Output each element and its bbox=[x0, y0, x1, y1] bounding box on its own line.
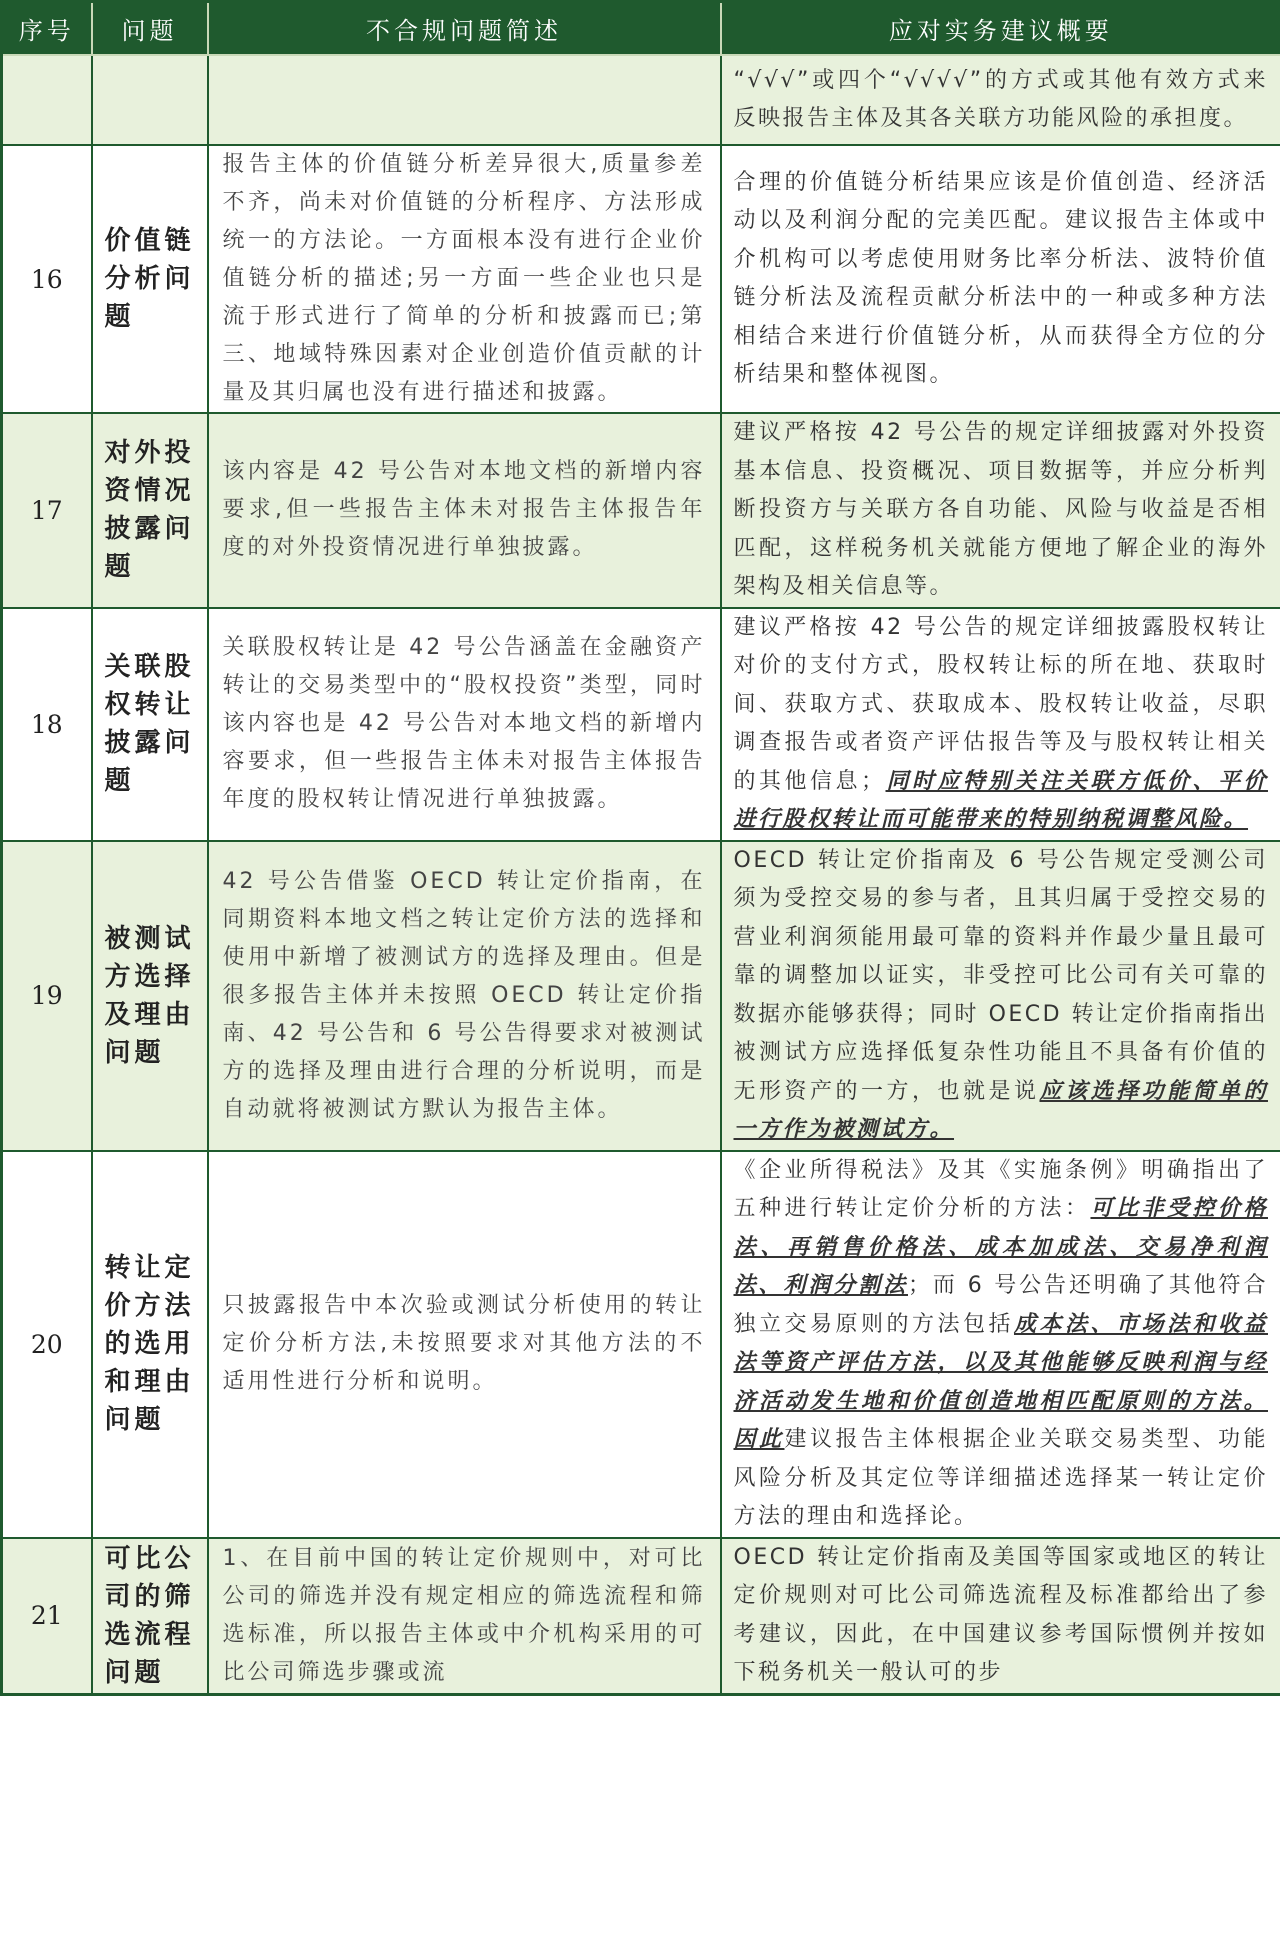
table-row bbox=[2, 55, 1280, 145]
advice-emphasis: 成本法、市场法和收益法等资产评估方法，以及其他能够反映利润与经济活动发生地和价值创造地相匹配原则的方法。因此 bbox=[733, 1311, 1268, 1452]
advice-emphasis: 应该选择功能简单的一方作为被测试方。 bbox=[733, 1078, 1268, 1142]
issue-title: 对外投资情况披露问题 bbox=[92, 413, 208, 608]
issue-title: 被测试方选择及理由问题 bbox=[92, 841, 208, 1151]
row-number: 20 bbox=[2, 1151, 92, 1538]
issue-description: 关联股权转让是 42 号公告涵盖在金融资产转让的交易类型中的“股权投资”类型，同时该内容也是 42 号公告对本地文档的新增内容要求，但一些报告主体未对报告主体报告年度的股权转让情况进行单独披露。 bbox=[208, 608, 721, 841]
issue-description: 只披露报告中本次验或测试分析使用的转让定价分析方法,未按照要求对其他方法的不适用性进行分析和说明。 bbox=[208, 1151, 721, 1538]
advice-text: 建议严格按 42 号公告的规定详细披露对外投资基本信息、投资概况、项目数据等，并应分析判断投资方与关联方各自功能、风险与收益是否相匹配，这样税务机关就能方便地了解企业的海外架构及相关信息等。 bbox=[733, 420, 1268, 599]
row-number bbox=[2, 55, 92, 145]
issue-title: 关联股权转让披露问题 bbox=[92, 608, 208, 841]
issue-title bbox=[92, 55, 208, 145]
advice-text: OECD 转让定价指南及 6 号公告规定受测公司须为受控交易的参与者，且其归属于受控交易的营业利润须能用最可靠的资料并作最少量且最可靠的调整加以证实，非受控可比公司有关可靠的数据亦能够获得；同时 OECD 转让定价指南指出被测试方应选择低复杂性功能且不具备有价值的无形资产的一方，也就是说 bbox=[733, 847, 1268, 1104]
issue-description: 报告主体的价值链分析差异很大,质量参差不齐，尚未对价值链的分析程序、方法形成统一的方法论。一方面根本没有进行企业价值链分析的描述;另一方面一些企业也只是流于形式进行了简单的分析和披露而已;第三、地域特殊因素对企业创造价值贡献的计量及其归属也没有进行描述和披露。 bbox=[208, 145, 721, 413]
row-number: 17 bbox=[2, 413, 92, 608]
advice-summary bbox=[721, 145, 1280, 413]
advice-text: 建议报告主体根据企业关联交易类型、功能风险分析及其定位等详细描述选择某一转让定价方法的理由和选择论。 bbox=[733, 1427, 1268, 1529]
table-row bbox=[2, 145, 1280, 413]
issue-description: 1、在目前中国的转让定价规则中，对可比公司的筛选并没有规定相应的筛选流程和筛选标准，所以报告主体或中介机构采用的可比公司筛选步骤或流 bbox=[208, 1538, 721, 1695]
issue-description bbox=[208, 55, 721, 145]
row-number: 19 bbox=[2, 841, 92, 1151]
advice-emphasis: 同时应特别关注关联方低价、平价进行股权转让而可能带来的特别纳税调整风险。 bbox=[733, 768, 1268, 832]
advice-summary bbox=[721, 413, 1280, 608]
issue-description: 42 号公告借鉴 OECD 转让定价指南，在同期资料本地文档之转让定价方法的选择和使用中新增了被测试方的选择及理由。但是很多报告主体并未按照 OECD 转让定价指南、42 号公告和 6 号公告得要求对被测试方的选择及理由进行合理的分析说明，而是自动就将被测试方默认为报告主体。 bbox=[208, 841, 721, 1151]
advice-text: ；而 6 号公告还明确了其他符合独立交易原则的方法包括 bbox=[733, 1273, 1268, 1337]
issue-title: 转让定价方法的选用和理由问题 bbox=[92, 1151, 208, 1538]
row-number: 16 bbox=[2, 145, 92, 413]
advice-text: 《企业所得税法》及其《实施条例》明确指出了五种进行转让定价分析的方法： bbox=[733, 1157, 1268, 1221]
issue-title: 价值链分析问题 bbox=[92, 145, 208, 413]
advice-text: 建议严格按 42 号公告的规定详细披露股权转让对价的支付方式，股权转让标的所在地、获取时间、获取方式、获取成本、股权转让收益，尽职调查报告或者资产评估报告等及与股权转让相关的其他信息； bbox=[733, 614, 1268, 794]
issue-description: 该内容是 42 号公告对本地文档的新增内容要求,但一些报告主体未对报告主体报告年度的对外投资情况进行单独披露。 bbox=[208, 413, 721, 608]
advice-summary bbox=[721, 841, 1280, 1151]
advice-text: 合理的价值链分析结果应该是价值创造、经济活动以及利润分配的完美匹配。建议报告主体或中介机构可以考虑使用财务比率分析法、波特价值链分析法及流程贡献分析法中的一种或多种方法相结合来进行价值链分析，从而获得全方位的分析结果和整体视图。 bbox=[733, 169, 1268, 387]
table-row bbox=[2, 841, 1280, 1151]
col-header-advice: 应对实务建议概要 bbox=[721, 2, 1280, 56]
advice-summary bbox=[721, 1538, 1280, 1695]
col-header-desc: 不合规问题简述 bbox=[208, 2, 721, 56]
col-header-issue: 问题 bbox=[92, 2, 208, 56]
advice-summary bbox=[721, 55, 1280, 145]
advice-summary bbox=[721, 1151, 1280, 1538]
table-row bbox=[2, 1538, 1280, 1695]
col-header-no: 序号 bbox=[2, 2, 92, 56]
row-number: 18 bbox=[2, 608, 92, 841]
table-row bbox=[2, 1151, 1280, 1538]
advice-text: OECD 转让定价指南及美国等国家或地区的转让定价规则对可比公司筛选流程及标准都给出了参考建议，因此，在中国建议参考国际惯例并按如下税务机关一般认可的步 bbox=[733, 1544, 1268, 1685]
advice-text: “√√√”或四个“√√√√”的方式或其他有效方式来反映报告主体及其各关联方功能风险的承担度。 bbox=[733, 67, 1268, 131]
issue-title: 可比公司的筛选流程问题 bbox=[92, 1538, 208, 1695]
table-header-row bbox=[2, 2, 1280, 56]
table-row bbox=[2, 413, 1280, 608]
table-row bbox=[2, 608, 1280, 841]
advice-summary bbox=[721, 608, 1280, 841]
row-number: 21 bbox=[2, 1538, 92, 1695]
advice-emphasis: 可比非受控价格法、再销售价格法、成本加成法、交易净利润法、利润分割法 bbox=[733, 1196, 1268, 1298]
